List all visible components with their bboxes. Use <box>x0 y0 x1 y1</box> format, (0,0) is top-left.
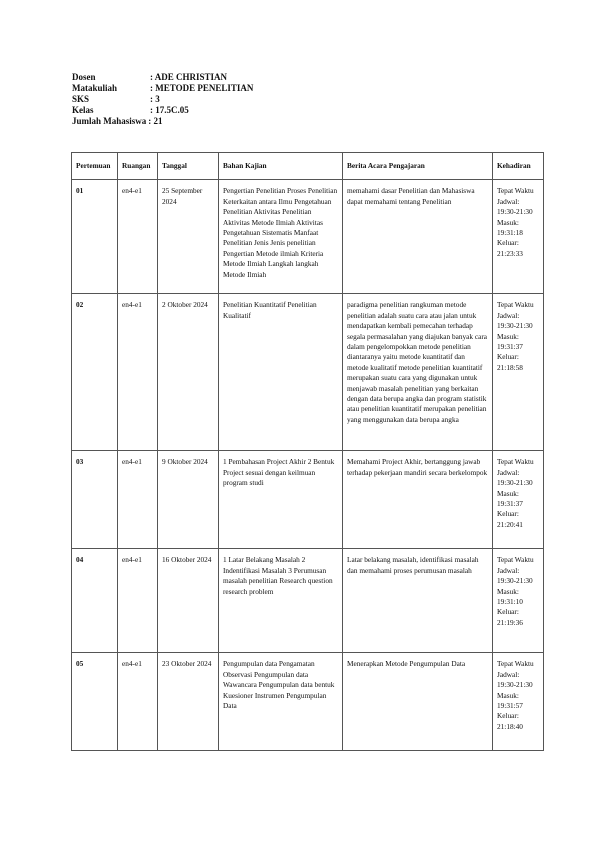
info-row-dosen <box>72 72 253 83</box>
cell-berita-acara: Menerapkan Metode Pengumpulan Data <box>343 653 493 751</box>
table-row <box>72 549 544 653</box>
table-row <box>72 294 544 451</box>
column-header-ruangan: Ruangan <box>118 153 158 180</box>
info-label: Jumlah Mahasiswa <box>72 116 147 126</box>
table-row <box>72 653 544 751</box>
cell-kehadiran: Tepat Waktu Jadwal: 19:30-21:30 Masuk: 19:31:18 Keluar: 21:23:33 <box>493 180 544 294</box>
column-header-berita-acara: Berita Acara Pengajaran <box>343 153 493 180</box>
info-row-sks <box>72 94 253 105</box>
column-header-tanggal: Tanggal <box>158 153 219 180</box>
cell-bahan-kajian: Pengumpulan data Pengamatan Observasi Pengumpulan data Wawancara Pengumpulan data bentuk Kuesioner Instrumen Pengumpulan Data <box>219 653 343 751</box>
info-value: : 21 <box>148 116 163 126</box>
info-value: : 17.5C.05 <box>150 105 189 115</box>
cell-ruangan: en4-e1 <box>118 549 158 653</box>
info-value: : METODE PENELITIAN <box>150 83 254 93</box>
info-label: SKS <box>72 94 90 104</box>
cell-pertemuan: 02 <box>72 294 118 451</box>
cell-bahan-kajian: Pengertian Penelitian Proses Penelitian Keterkaitan antara Ilmu Pengetahuan Penelitian Aktivitas Penelitian Aktivitas Metode Ilmiah Aktivitas Pengetahuan Sistematis Manfaat Penelitian Jenis Jenis penelitian Pengertian Metode ilmiah Kriteria Metode Ilmiah Langkah langkah Metode Ilmiah <box>219 180 343 294</box>
cell-pertemuan: 05 <box>72 653 118 751</box>
cell-tanggal: 2 Oktober 2024 <box>158 294 219 451</box>
column-header-bahan-kajian: Bahan Kajian <box>219 153 343 180</box>
cell-berita-acara: Memahami Project Akhir, bertanggung jawab terhadap pekerjaan mandiri secara berkelompok <box>343 451 493 549</box>
cell-tanggal: 23 Oktober 2024 <box>158 653 219 751</box>
cell-pertemuan: 04 <box>72 549 118 653</box>
cell-kehadiran: Tepat Waktu Jadwal: 19:30-21:30 Masuk: 19:31:37 Keluar: 21:20:41 <box>493 451 544 549</box>
cell-kehadiran: Tepat Waktu Jadwal: 19:30-21:30 Masuk: 19:31:10 Keluar: 21:19:36 <box>493 549 544 653</box>
cell-berita-acara: Latar belakang masalah, identifikasi masalah dan memahami proses perumusan masalah <box>343 549 493 653</box>
column-header-pertemuan: Pertemuan <box>72 153 118 180</box>
cell-bahan-kajian: 1 Pembahasan Project Akhir 2 Bentuk Project sesuai dengan keilmuan program studi <box>219 451 343 549</box>
course-info <box>72 72 253 127</box>
cell-pertemuan: 03 <box>72 451 118 549</box>
info-row-jumlah <box>72 116 253 127</box>
cell-tanggal: 9 Oktober 2024 <box>158 451 219 549</box>
cell-ruangan: en4-e1 <box>118 653 158 751</box>
cell-berita-acara: memahami dasar Penelitian dan Mahasiswa dapat memahami tentang Penelitian <box>343 180 493 294</box>
cell-bahan-kajian: 1 Latar Belakang Masalah 2 Indentifikasi Masalah 3 Perumusan masalah penelitian Research question research problem <box>219 549 343 653</box>
cell-ruangan: en4-e1 <box>118 294 158 451</box>
cell-kehadiran: Tepat Waktu Jadwal: 19:30-21:30 Masuk: 19:31:37 Keluar: 21:18:58 <box>493 294 544 451</box>
cell-bahan-kajian: Penelitian Kuantitatif Penelitian Kualitatif <box>219 294 343 451</box>
info-label: Kelas <box>72 105 94 115</box>
table-header-row <box>72 153 544 180</box>
column-header-kehadiran: Kehadiran <box>493 153 544 180</box>
cell-berita-acara: paradigma penelitian rangkuman metode penelitian adalah suatu cara atau jalan untuk mendapatkan kembali pemecahan terhadap segala permasalahan yang diajukan banyak cara dalam pengelompokkan metode penelitian diantaranya yaitu metode kuantitatif dan metode kualitatif metode penelitian kuantitatif merupakan suatu cara yang digunakan untuk menjawab masalah penelitian yang berkaitan dengan data berupa angka dan program statistik atau penelitian kuantitatif merupakan penelitian yang menggunakan data berupa angka <box>343 294 493 451</box>
info-row-kelas <box>72 105 253 116</box>
cell-pertemuan: 01 <box>72 180 118 294</box>
cell-tanggal: 25 September 2024 <box>158 180 219 294</box>
cell-tanggal: 16 Oktober 2024 <box>158 549 219 653</box>
cell-kehadiran: Tepat Waktu Jadwal: 19:30-21:30 Masuk: 19:31:57 Keluar: 21:18:40 <box>493 653 544 751</box>
attendance-table <box>71 152 544 751</box>
table-row <box>72 451 544 549</box>
info-row-matakuliah <box>72 83 253 94</box>
info-value: : ADE CHRISTIAN <box>150 72 228 82</box>
table-row <box>72 180 544 294</box>
info-label: Dosen <box>72 72 96 82</box>
cell-ruangan: en4-e1 <box>118 451 158 549</box>
info-label: Matakuliah <box>72 83 118 93</box>
info-value: : 3 <box>150 94 160 104</box>
cell-ruangan: en4-e1 <box>118 180 158 294</box>
